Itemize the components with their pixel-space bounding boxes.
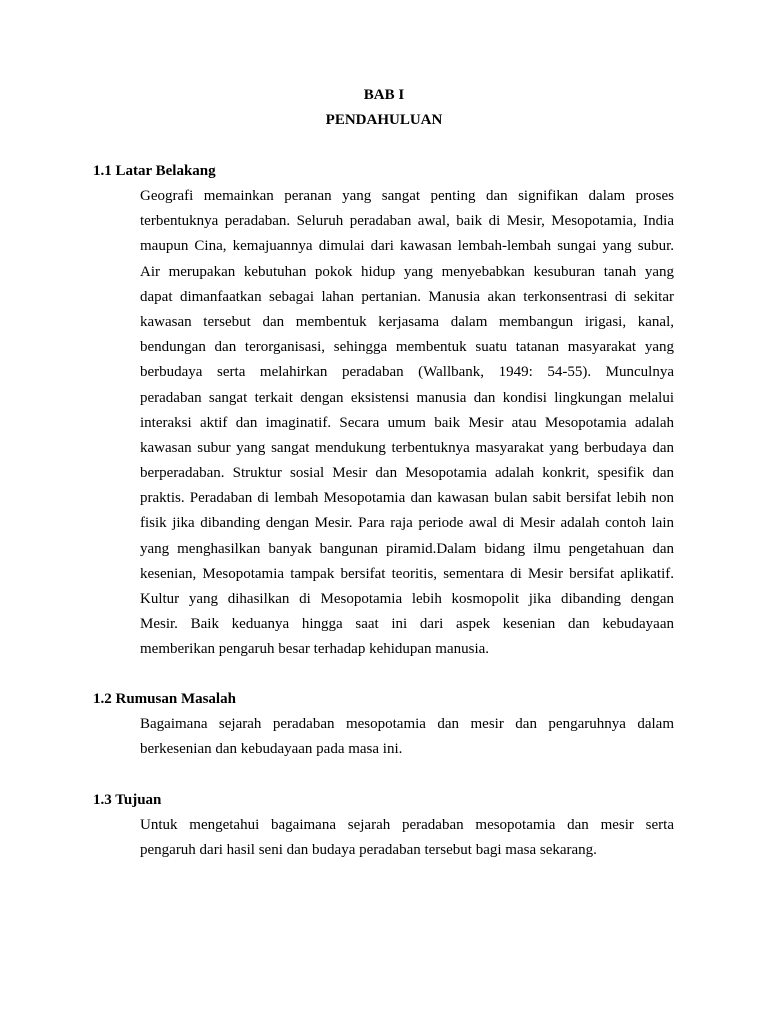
paragraph-line: praktis. Peradaban di lembah Mesopotamia dan kawasan bulan sabit bersifat lebih non xyxy=(140,490,674,507)
paragraph-line: bendungan dan terorganisasi, sehingga membentuk suatu tatanan masyarakat yang xyxy=(140,339,674,356)
paragraph-line: interaksi aktif dan imaginatif. Secara umum baik Mesir atau Mesopotamia adalah xyxy=(140,414,674,431)
paragraph-line: memberikan pengaruh besar terhadap kehidupan manusia. xyxy=(140,641,490,658)
paragraph-line: yang menghasilkan banyak bangunan piramid.Dalam bidang ilmu pengetahuan dan xyxy=(140,540,674,557)
paragraph-line: berkesenian dan kebudayaan pada masa ini. xyxy=(140,741,403,758)
paragraph-line: berbudaya serta melahirkan peradaban (Wallbank, 1949: 54-55). Munculnya xyxy=(140,364,674,381)
paragraph-line: pengaruh dari hasil seni dan budaya peradaban tersebut bagi masa sekarang. xyxy=(140,842,597,859)
paragraph-line: kawasan subur yang sangat mendukung terbentuknya masyarakat yang berbudaya dan xyxy=(140,439,674,456)
section-body-latar-belakang xyxy=(140,184,674,663)
paragraph-line: dapat dimanfaatkan sebagai lahan pertanian. Manusia akan terkonsentrasi di sekitar xyxy=(140,288,674,305)
chapter-title: PENDAHULUAN xyxy=(325,112,443,128)
paragraph-line: Mesir. Baik keduanya hingga saat ini dari aspek kesenian dan kebudayaan xyxy=(140,616,674,633)
section-heading-rumusan-masalah: 1.2 Rumusan Masalah xyxy=(93,691,236,707)
section-body-tujuan xyxy=(140,813,674,863)
section-heading-latar-belakang: 1.1 Latar Belakang xyxy=(93,163,216,179)
section-heading-tujuan: 1.3 Tujuan xyxy=(93,792,162,808)
paragraph-line: kawasan tersebut dan membentuk kerjasama dalam membangun irigasi, kanal, xyxy=(140,313,674,330)
paragraph-line: maupun Cina, kemajuannya dimulai dari kawasan lembah-lembah sungai yang subur. xyxy=(140,238,674,255)
section-body-rumusan-masalah xyxy=(140,712,674,762)
paragraph-line: Geografi memainkan peranan yang sangat penting dan signifikan dalam proses xyxy=(140,188,674,204)
paragraph-line: berperadaban. Struktur sosial Mesir dan Mesopotamia adalah konkrit, spesifik dan xyxy=(140,465,674,482)
chapter-number: BAB I xyxy=(363,87,405,103)
paragraph-line: Untuk mengetahui bagaimana sejarah peradaban mesopotamia dan mesir serta xyxy=(140,817,674,833)
paragraph-line: Kultur yang dihasilkan di Mesopotamia lebih kosmopolit jika dibanding dengan xyxy=(140,591,674,607)
paragraph-line: peradaban sangat terkait dengan eksistensi manusia dan kondisi lingkungan melalui xyxy=(140,389,674,406)
paragraph-line: kesenian, Mesopotamia tampak bersifat teoritis, sementara di Mesir bersifat aplikatif. xyxy=(140,565,674,582)
paragraph-line: Air merupakan kebutuhan pokok hidup yang menyebabkan kesuburan tanah yang xyxy=(140,263,674,280)
paragraph-line: terbentuknya peradaban. Seluruh peradaban awal, baik di Mesir, Mesopotamia, India xyxy=(140,213,674,230)
paragraph-line: fisik jika dibanding dengan Mesir. Para raja periode awal di Mesir adalah contoh lain xyxy=(140,515,674,532)
paragraph-line: Bagaimana sejarah peradaban mesopotamia dan mesir dan pengaruhnya dalam xyxy=(140,716,674,732)
